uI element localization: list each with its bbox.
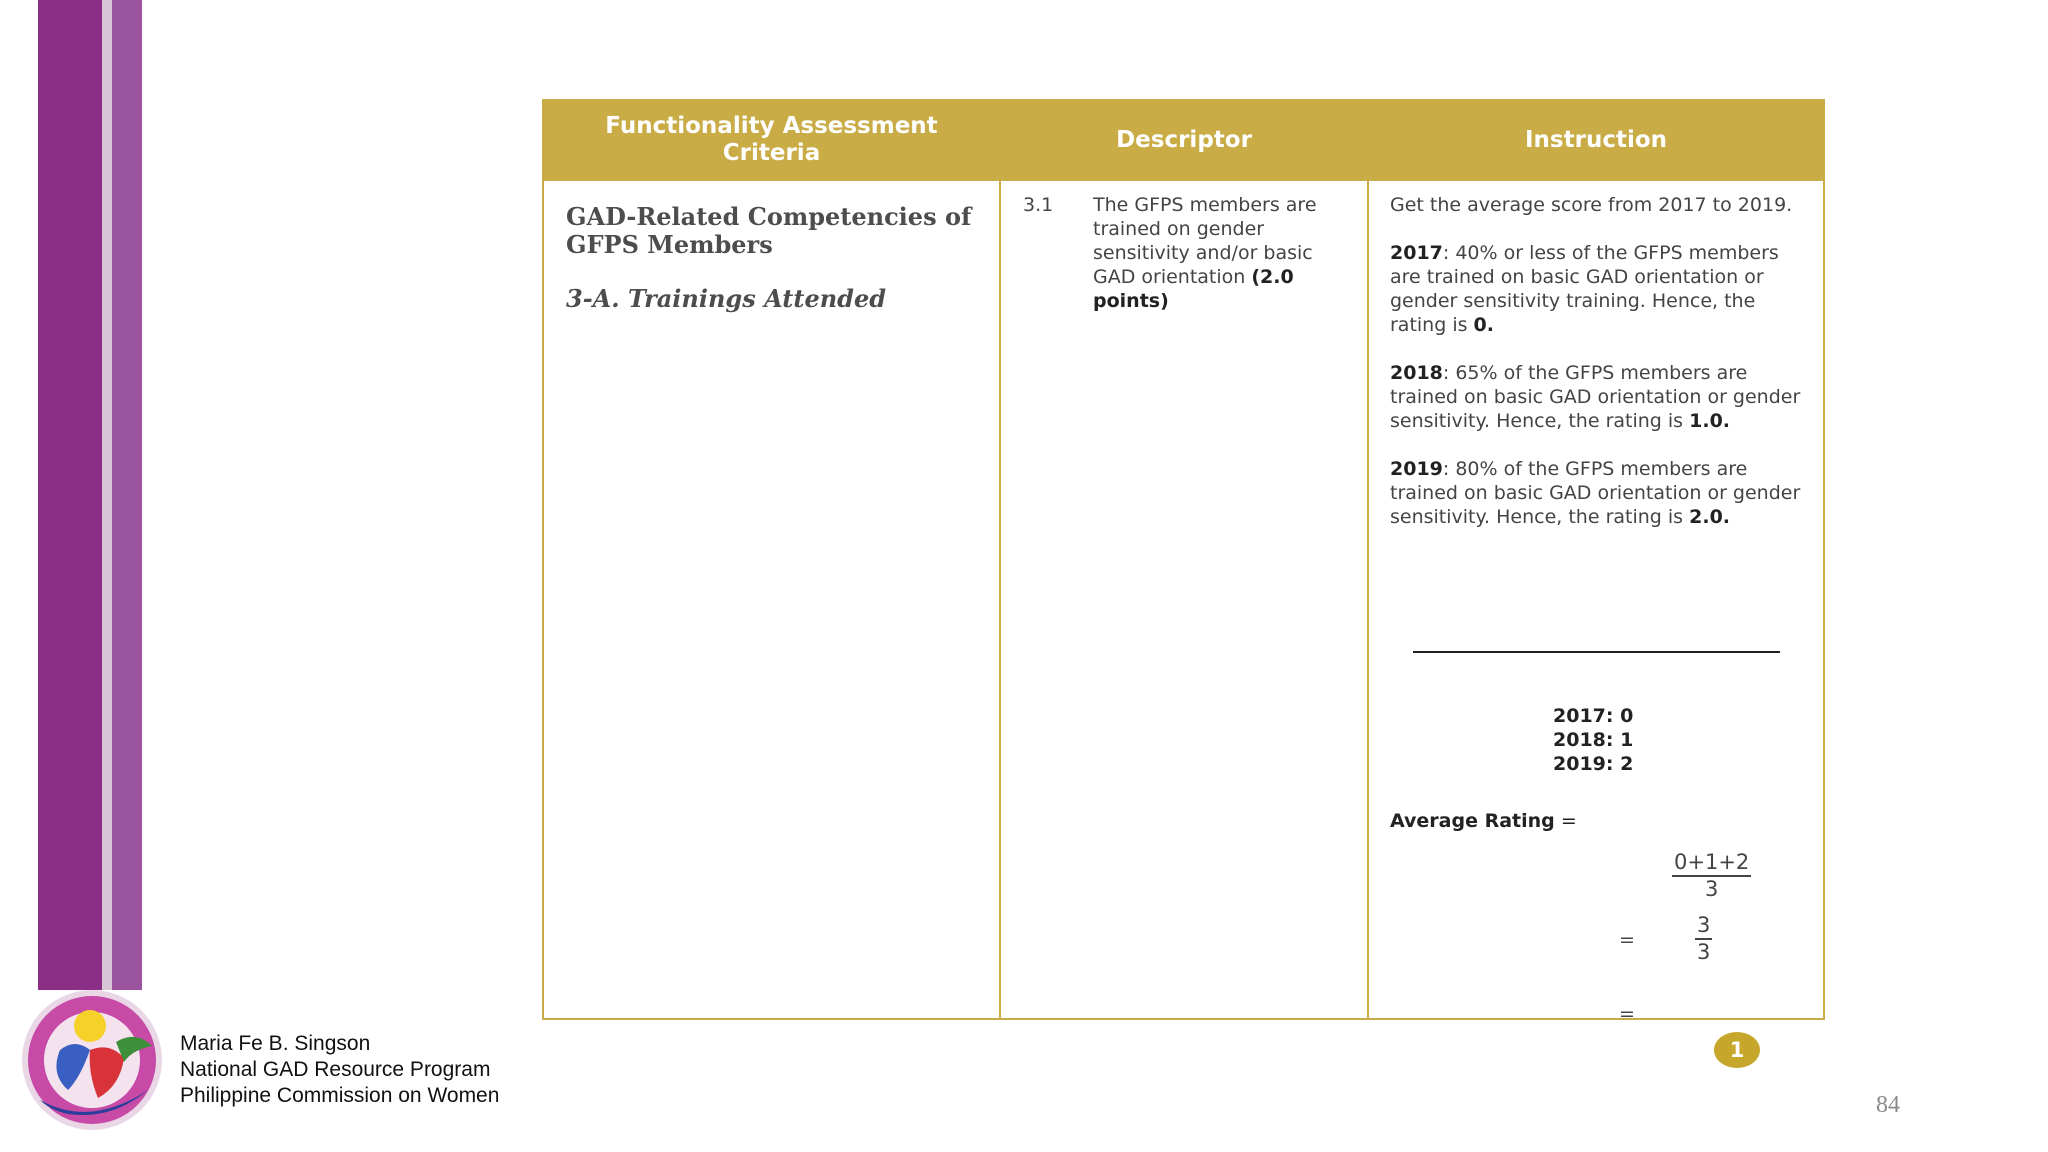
decorative-stripe-light bbox=[112, 0, 142, 990]
fraction-simplified-numerator: 3 bbox=[1695, 913, 1712, 940]
criteria-subtitle: 3-A. Trainings Attended bbox=[566, 284, 887, 313]
fraction-sum-numerator: 0+1+2 bbox=[1672, 850, 1751, 877]
criteria-title: GAD-Related Competencies of GFPS Members bbox=[566, 202, 972, 259]
author-name: Maria Fe B. Singson bbox=[180, 1032, 371, 1055]
fraction-sum-denominator: 3 bbox=[1704, 877, 1719, 901]
average-rating-label: Average Rating = bbox=[1390, 810, 1577, 832]
author-program: National GAD Resource Program bbox=[180, 1058, 491, 1081]
header-instruction: Instruction bbox=[1368, 100, 1824, 180]
table-row bbox=[543, 180, 1824, 1019]
header-criteria: Functionality Assessment Criteria bbox=[543, 100, 1000, 180]
instruction-item-2019: 2019: 80% of the GFPS members are trained on basic GAD orientation or gender sensitivity. Hence, the rating is 2.0. bbox=[1390, 458, 1801, 528]
table-header-row bbox=[543, 100, 1824, 180]
page-number: 84 bbox=[1876, 1092, 1900, 1118]
criteria-cell bbox=[543, 180, 1000, 1019]
fraction-sum bbox=[1672, 850, 1751, 902]
equals-sign-1: = bbox=[1619, 929, 1635, 951]
author-organization: Philippine Commission on Women bbox=[180, 1084, 500, 1107]
divider-line bbox=[1413, 651, 1780, 653]
descriptor-number: 3.1 bbox=[1023, 194, 1054, 216]
descriptor-cell bbox=[1000, 180, 1368, 1019]
equals-sign-2: = bbox=[1619, 1003, 1635, 1025]
result-badge: 1 bbox=[1714, 1032, 1760, 1068]
instruction-item-2018: 2018: 65% of the GFPS members are trained on basic GAD orientation or gender sensitivity. Hence, the rating is 1.0. bbox=[1390, 362, 1801, 432]
instruction-item-2017: 2017: 40% or less of the GFPS members are trained on basic GAD orientation or gender sensitivity training. Hence, the rating is 0. bbox=[1390, 242, 1779, 336]
instruction-cell bbox=[1368, 180, 1824, 1062]
instruction-intro: Get the average score from 2017 to 2019. bbox=[1390, 194, 1793, 216]
decorative-stripe-pale bbox=[102, 0, 112, 990]
pcw-seal-icon bbox=[20, 950, 170, 1150]
score-2018: 2018: 1 bbox=[1553, 729, 1634, 751]
fraction-simplified-denominator: 3 bbox=[1697, 940, 1711, 964]
fraction-simplified bbox=[1695, 913, 1712, 965]
descriptor-body bbox=[1093, 193, 1351, 313]
year-scores bbox=[1553, 704, 1633, 776]
score-2017: 2017: 0 bbox=[1553, 705, 1634, 727]
descriptor-text: The GFPS members are trained on gender sensitivity and/or basic GAD orientation bbox=[1093, 194, 1317, 288]
instruction-text bbox=[1390, 193, 1805, 529]
assessment-table bbox=[542, 99, 1825, 1062]
header-descriptor: Descriptor bbox=[1000, 100, 1368, 180]
decorative-stripe-dark bbox=[38, 0, 102, 990]
score-2019: 2019: 2 bbox=[1553, 753, 1634, 775]
descriptor-points: (2.0 points) bbox=[1093, 266, 1294, 312]
author-block bbox=[180, 1031, 499, 1109]
